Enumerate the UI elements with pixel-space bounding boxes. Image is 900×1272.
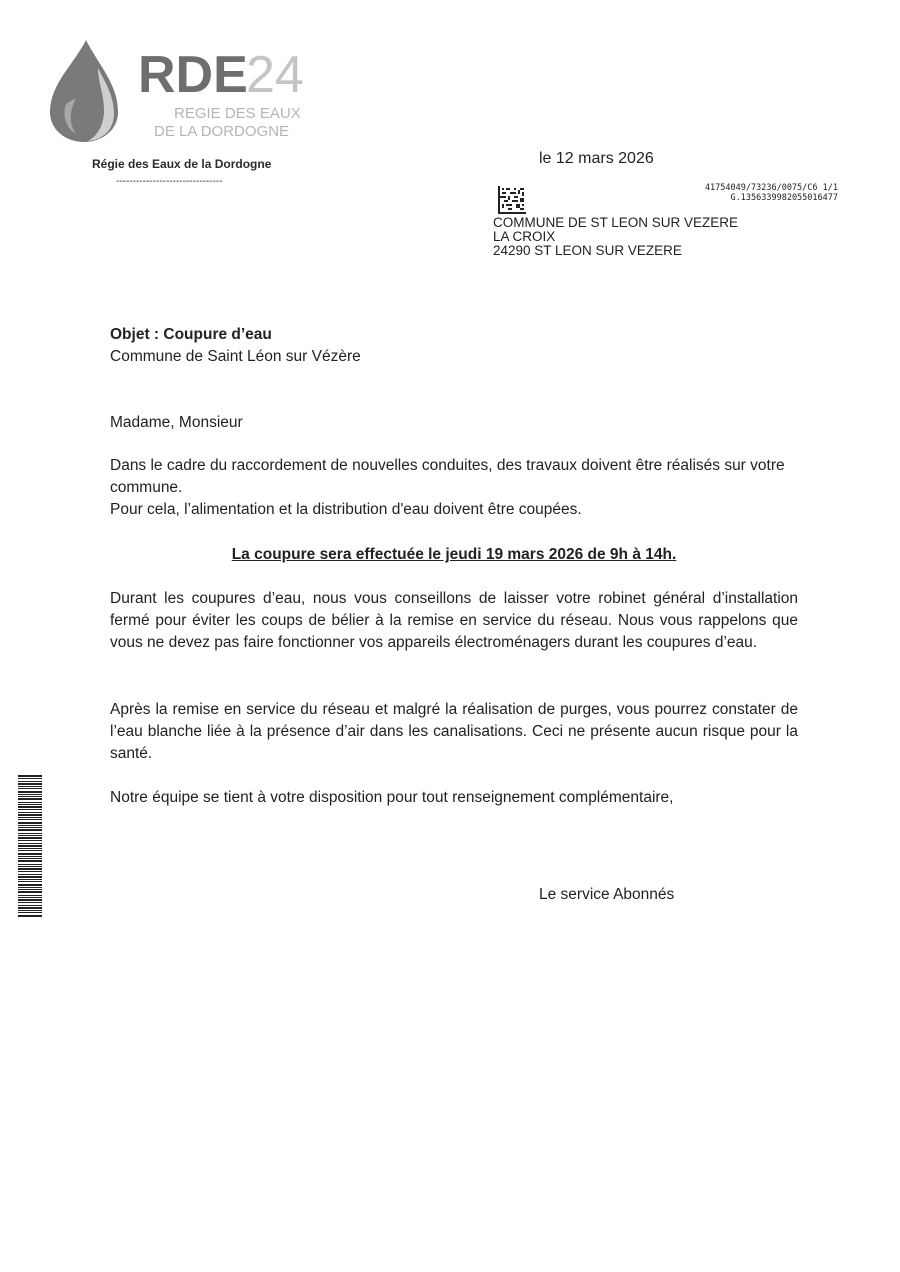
reference-line-1: 41754049/73236/0075/C6 1/1 — [704, 183, 838, 193]
letter-object — [110, 324, 798, 368]
closing-sentence: Notre équipe se tient à votre disposition pour tout renseignement complémentaire, — [110, 789, 674, 806]
svg-text:REGIE DES EAUX: REGIE DES EAUX — [174, 105, 301, 122]
rde24-logo — [46, 38, 326, 148]
recipient-line-3: 24290 ST LEON SUR VEZERE — [493, 243, 682, 258]
paragraph-intro — [110, 455, 798, 521]
paragraph-intro-line-2: Pour cela, l’alimentation et la distribution d'eau doivent être coupées. — [110, 501, 582, 518]
recipient-line-2: LA CROIX — [493, 229, 556, 244]
water-drop-icon — [46, 38, 326, 148]
letter-date: le 12 mars 2026 — [539, 150, 654, 167]
sender-rule: -------------------------------- — [116, 176, 223, 187]
svg-text:DE LA DORDOGNE: DE LA DORDOGNE — [154, 123, 290, 140]
paragraph-intro-line-1: Dans le cadre du raccordement de nouvelles conduites, des travaux doivent être réalisés sur votre commune. — [110, 457, 785, 496]
object-title: Objet : Coupure d’eau — [110, 326, 272, 343]
paragraph-after-service: Après la remise en service du réseau et malgré la réalisation de purges, vous pourrez constater de l’eau blanche liée à la présence d’air dans les canalisations. Ceci ne présente aucun risque pour la santé. — [110, 701, 798, 762]
svg-text:RDE: RDE — [138, 46, 248, 104]
reference-codes — [705, 183, 838, 203]
recipient-address — [493, 216, 738, 258]
outage-notice: La coupure sera effectuée le jeudi 19 mars 2026 de 9h à 14h. — [231, 546, 677, 563]
reference-line-2: G.1356339982055016477 — [730, 193, 838, 203]
object-subtitle: Commune de Saint Léon sur Vézère — [110, 348, 361, 365]
svg-text:24: 24 — [246, 46, 304, 104]
datamatrix-code — [498, 186, 526, 214]
sender-name: Régie des Eaux de la Dordogne — [92, 157, 272, 171]
paragraph-advice: Durant les coupures d’eau, nous vous conseillons de laisser votre robinet général d’installation fermé pour éviter les coups de bélier à la remise en service du réseau. Nous vous rappelons que vous ne devez pas faire fonctionner vos appareils électroménagers durant les coupures d’eau. — [110, 590, 798, 651]
recipient-line-1: COMMUNE DE ST LEON SUR VEZERE — [493, 215, 739, 230]
side-barcode — [18, 775, 42, 917]
signature: Le service Abonnés — [539, 886, 675, 903]
salutation: Madame, Monsieur — [110, 414, 243, 431]
